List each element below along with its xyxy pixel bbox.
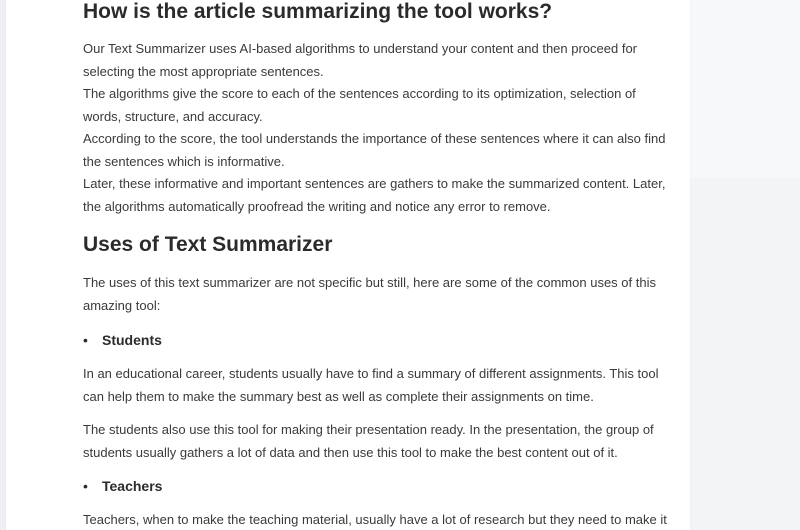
paragraph-line: The students also use this tool for making their presentation ready. In the presentation, the group of (83, 422, 654, 437)
paragraph-line: Teachers, when to make the teaching material, usually have a lot of research but they need to make it (83, 512, 667, 527)
section-heading-how-it-works: How is the article summarizing the tool works? (83, 0, 553, 23)
bullet-title: Students (102, 332, 162, 348)
paragraph-line: In an educational career, students usually have to find a summary of different assignments. This tool (83, 366, 659, 381)
article-card (6, 0, 690, 530)
uses-intro-paragraph (83, 272, 679, 317)
students-paragraph-2 (83, 419, 679, 464)
bullet-dot: • (83, 478, 88, 494)
paragraph-line: According to the score, the tool understands the importance of these sentences where it can also find (83, 131, 666, 146)
teachers-paragraph-1 (83, 509, 679, 530)
paragraph-line: amazing tool: (83, 297, 161, 313)
bullet-teachers (83, 477, 162, 495)
how-it-works-paragraph (83, 38, 679, 218)
section-heading-uses: Uses of Text Summarizer (83, 233, 333, 256)
paragraph-line: can help them to make the summary best as well as complete their assignments on time. (83, 388, 594, 404)
paragraph-line: Later, these informative and important sentences are gathers to make the summarized content. Later, (83, 176, 666, 191)
right-sidebar-panel (690, 0, 800, 178)
bullet-students (83, 331, 162, 349)
bullet-dot: • (83, 332, 88, 348)
paragraph-line: the sentences which is informative. (83, 153, 285, 169)
paragraph-line: words, structure, and accuracy. (83, 108, 263, 124)
paragraph-line: Our Text Summarizer uses AI-based algorithms to understand your content and then proceed for (83, 41, 638, 56)
students-paragraph-1 (83, 363, 679, 408)
paragraph-line: the algorithms automatically proofread the writing and notice any error to remove. (83, 198, 551, 214)
paragraph-line: The uses of this text summarizer are not specific but still, here are some of the common uses of this (83, 275, 656, 290)
bullet-title: Teachers (102, 478, 163, 494)
paragraph-line: The algorithms give the score to each of the sentences according to its optimization, selection of (83, 86, 636, 101)
paragraph-line: selecting the most appropriate sentences. (83, 63, 324, 79)
paragraph-line: students usually gathers a lot of data and then use this tool to make the best content out of it. (83, 444, 618, 460)
